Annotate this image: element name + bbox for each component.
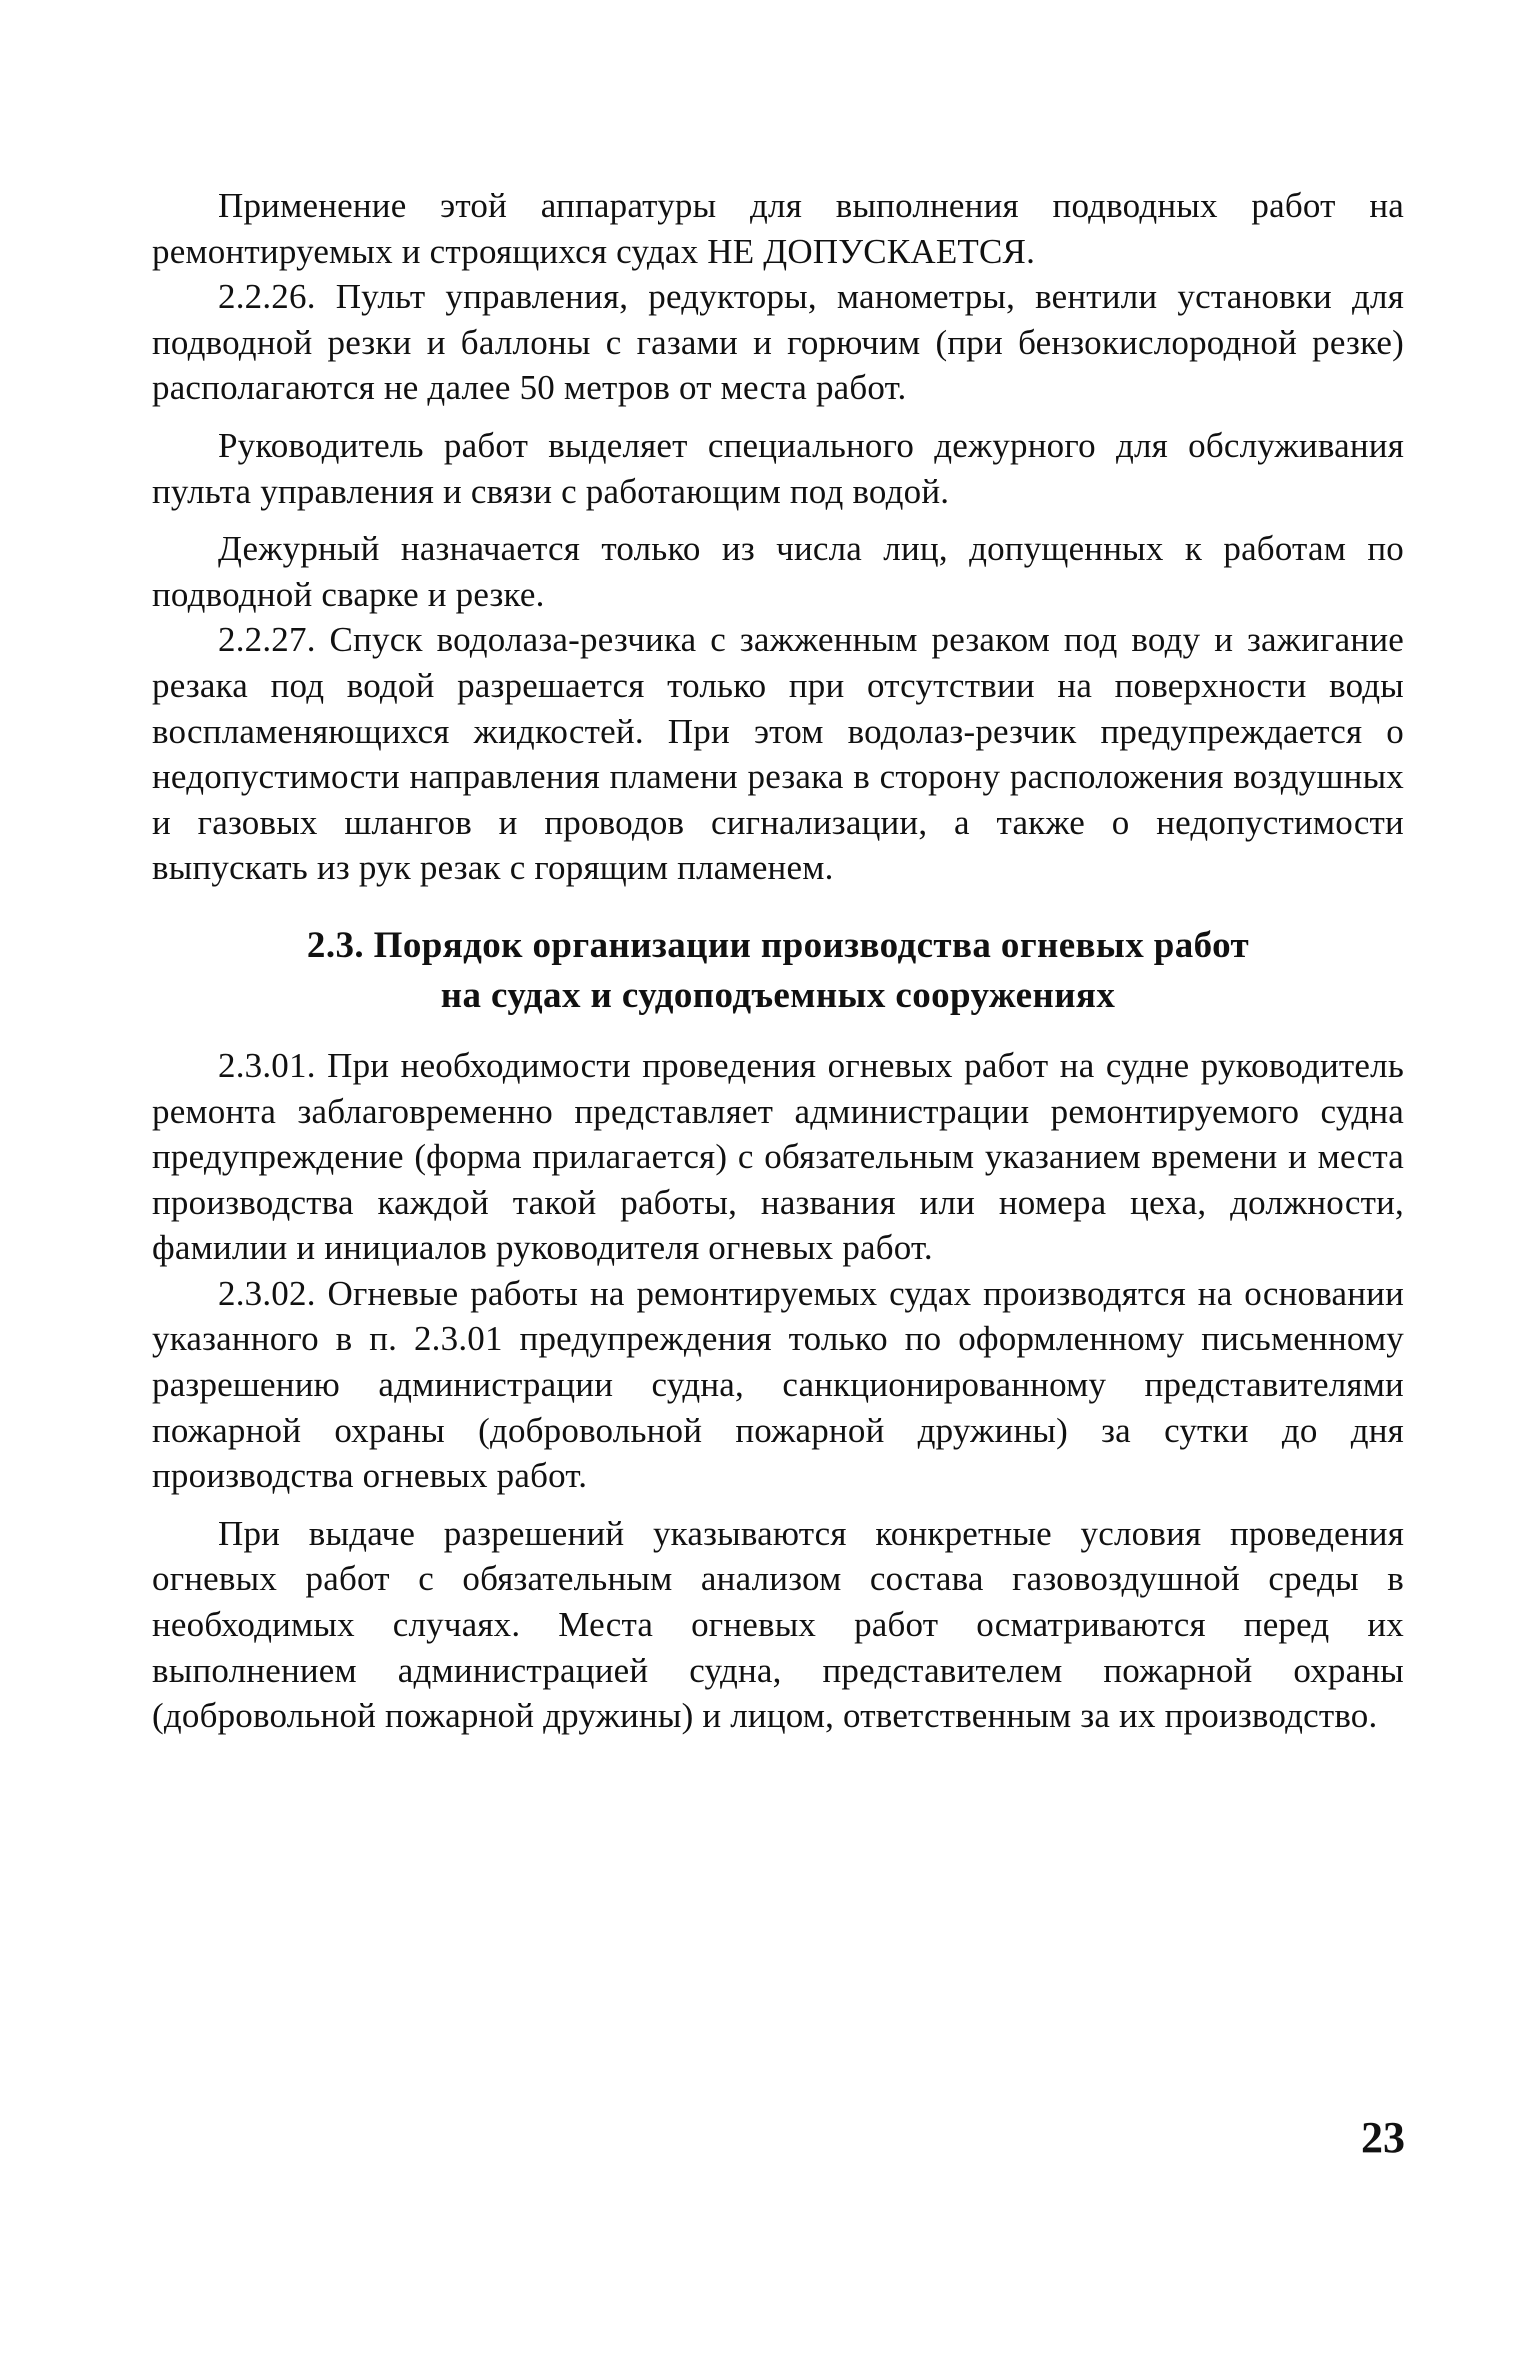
paragraph-2-2-26: 2.2.26. Пульт управления, редукторы, манометры, вентили установки для подводной резки и баллоны с газами и горючим (при бензокислородной резке) располагаются не далее 50 метров от места работ. — [152, 277, 1404, 408]
page-body — [152, 183, 1404, 1739]
paragraph-duty-officer: Руководитель работ выделяет специального дежурного для обслуживания пульта управления и связи с работающим под водой. — [152, 425, 1404, 511]
paragraph-equipment-prohibition: Применение этой аппаратуры для выполнения подводных работ на ремонтируемых и строящихся судах НЕ ДОПУСКАЕТСЯ. — [152, 186, 1404, 271]
section-heading-2-3 — [152, 921, 1404, 1021]
paragraph-duty-appointment: Дежурный назначается только из числа лиц, допущенных к работам по подводной сварке и резке. — [152, 529, 1404, 614]
paragraph-2-2-27: 2.2.27. Спуск водолаза-резчика с зажженным резаком под воду и зажигание резака под водой разрешается только при отсутствии на поверхности воды воспламеняющихся жидкостей. При этом водолаз-резчик предупреждается о недопустимости направления пламени резака в сторону расположения воздушных и газовых шлангов и проводов сигнализации, а также о недопустимости выпускать из рук резак с горящим пламенем. — [152, 620, 1404, 888]
page-number: 23 — [1361, 2113, 1405, 2162]
section-heading-line-1: 2.3. Порядок организации производства огневых работ — [306, 924, 1250, 966]
paragraph-2-3-02: 2.3.02. Огневые работы на ремонтируемых судах производятся на основании указанного в п. 2.3.01 предупреждения только по оформленному письменному разрешению администрации судна, санкционированному представителями пожарной охраны (добровольной пожарной дружины) за сутки до дня производства огневых работ. — [152, 1273, 1404, 1496]
paragraph-2-3-01: 2.3.01. При необходимости проведения огневых работ на судне руководитель ремонта заблаговременно представляет администрации ремонтируемого судна предупреждение (форма прилагается) с обязательным указанием времени и места производства каждой такой работы, названия или номера цеха, должности, фамилии и инициалов руководителя огневых работ. — [152, 1045, 1404, 1268]
paragraph-permits: При выдаче разрешений указываются конкретные условия проведения огневых работ с обязательным анализом состава газовоздушной среды в необходимых случаях. Места огневых работ осматриваются перед их выполнением администрацией судна, представителем пожарной охраны (добровольной пожарной дружины) и лицом, ответственным за их производство. — [152, 1513, 1404, 1736]
section-heading-line-2: на судах и судоподъемных сооружениях — [440, 974, 1116, 1016]
